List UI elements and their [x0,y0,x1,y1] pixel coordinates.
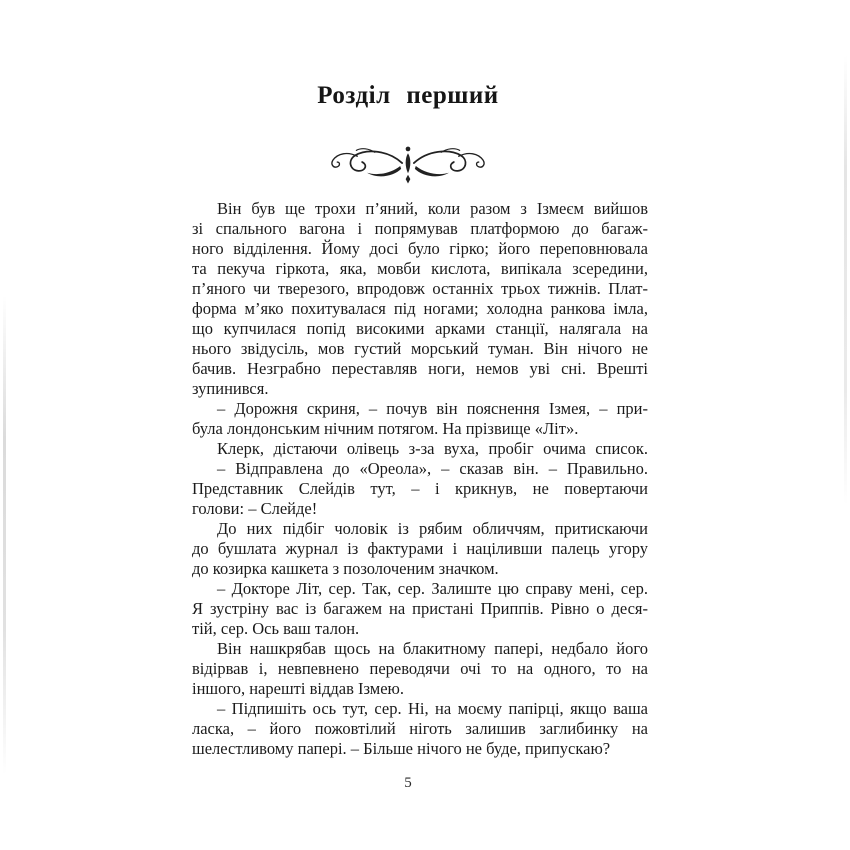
text-line: – Підпишіть ось тут, сер. Ні, на моєму папірці, якщо ваша [217,699,648,718]
text-line: До них підбіг чоловік із рябим обличчям, притискаючи [217,519,648,538]
page-number: 5 [404,775,412,791]
text-line: що купчилася попід високими арками станції, налягала на [192,319,648,338]
text-line: нього звідусіль, мов густий морський туман. Він нічого не [192,339,648,358]
text-line: – Докторе Літ, сер. Так, сер. Залиште цю справу мені, сер. [217,579,648,598]
text-line: та пекуча гіркота, яка, мовби кислота, випікала зсередини, [192,259,648,278]
text-line: Представник Слейдів тут, – і крикнув, не повертаючи [192,479,648,498]
text-line: зупинився. [192,379,269,398]
scan-artifact-left-edge [3,295,6,775]
text-line: бачив. Незграбно переставляв ноги, немов уві сні. Врешті [192,359,648,378]
text-line: п’яного чи тверезого, впродовж останніх трьох тижнів. Плат- [192,279,648,298]
text-line: до бушлата журнал із фактурами і націливши палець угору [192,539,648,558]
text-line: була лондонським нічним потягом. На прізвище «Літ». [192,419,579,438]
text-line: відірвав і, невпевнено переводячи очі то на одного, то на [192,659,648,678]
text-line: зі спального вагона і попрямував платформою до багаж- [192,219,648,238]
text-line: Він нашкрябав щось на блакитному папері, недбало його [217,639,648,658]
text-line: тій, сер. Ось ваш талон. [192,619,360,638]
body-text [192,199,648,759]
ornament-divider [192,142,624,188]
text-line: ного відділення. Йому досі було гірко; його переповнювала [192,239,648,258]
text-line: Я зустріну вас із багажем на пристані Приппів. Рівно о деся- [192,599,648,618]
text-line: шелестливому папері. – Більше нічого не буде, припускаю? [192,739,611,758]
text-line: ласка, – його пожовтілий ніготь залишив заглибинку на [192,719,648,738]
text-line: форма м’яко похитувалася під ногами; холодна ранкова імла, [192,299,648,318]
floral-flourish-icon [330,142,486,188]
text-line: Клерк, дістаючи олівець з-за вуха, пробіг очима список. [217,439,648,458]
text-line: голови: – Слейде! [192,499,318,518]
text-line: – Відправлена до «Ореола», – сказав він. – Правильно. [217,459,648,478]
text-line: іншого, нарешті віддав Ізмею. [192,679,404,698]
text-line: – Дорожня скриня, – почув він пояснення Ізмея, – при- [217,399,648,418]
chapter-title: Розділ перший [317,82,499,109]
text-line: до козирка кашкета з позолоченим значком. [192,559,499,578]
scan-artifact-right-edge [844,55,847,505]
text-line: Він був ще трохи п’яний, коли разом з Ізмеєм вийшов [217,199,648,218]
